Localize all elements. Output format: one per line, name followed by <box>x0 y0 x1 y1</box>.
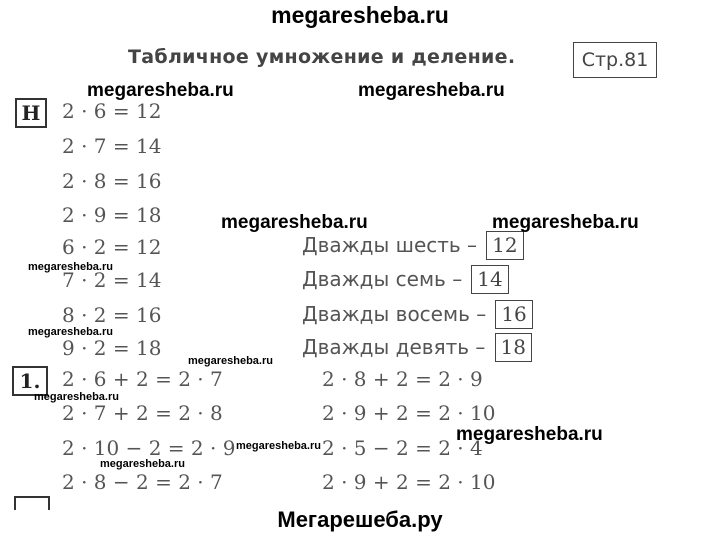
watermark: megaresheba.ru <box>28 261 113 273</box>
equation: 2 · 8 + 2 = 2 · 9 <box>322 367 483 391</box>
page-number-label: Стр.81 <box>581 49 649 71</box>
phrase-text: Дважды шесть – <box>302 233 478 257</box>
phrase-text: Дважды девять – <box>302 335 486 359</box>
answer-box: 14 <box>471 265 508 294</box>
phrase-row <box>302 300 533 329</box>
site-footer: Мегарешеба.ру <box>277 507 443 532</box>
equation: 2 · 9 = 18 <box>62 203 162 227</box>
equation: 2 · 6 + 2 = 2 · 7 <box>62 367 223 391</box>
phrase-text: Дважды семь – <box>302 267 463 291</box>
section-n-marker: Н <box>15 98 47 128</box>
equation: 2 · 7 + 2 = 2 · 8 <box>62 401 223 425</box>
phrase-row <box>302 333 532 362</box>
equation: 2 · 6 = 12 <box>62 99 162 123</box>
phrase-row <box>302 231 524 260</box>
equation: 2 · 5 − 2 = 2 · 4 <box>322 436 483 460</box>
watermark: megaresheba.ru <box>221 212 368 233</box>
watermark: megaresheba.ru <box>34 391 119 403</box>
equation: 8 · 2 = 16 <box>62 303 162 327</box>
phrase-text: Дважды восемь – <box>302 302 487 326</box>
page-number-box <box>573 42 657 78</box>
phrase-row <box>302 265 509 294</box>
answer-box: 16 <box>495 300 532 329</box>
equation: 9 · 2 = 18 <box>62 336 162 360</box>
equation: 7 · 2 = 14 <box>62 268 162 292</box>
equation: 2 · 9 + 2 = 2 · 10 <box>322 401 496 425</box>
equation: 2 · 7 = 14 <box>62 134 162 158</box>
watermark: megaresheba.ru <box>100 458 185 470</box>
page-title: Табличное умножение и деление. <box>128 46 516 68</box>
answer-box: 18 <box>495 333 532 362</box>
equation: 6 · 2 = 12 <box>62 235 162 259</box>
section-1-marker: 1. <box>12 366 48 396</box>
equation: 2 · 9 + 2 = 2 · 10 <box>322 470 496 494</box>
watermark: megaresheba.ru <box>492 212 639 233</box>
watermark: megaresheba.ru <box>358 80 505 101</box>
watermark: megaresheba.ru <box>28 326 113 338</box>
watermark: megaresheba.ru <box>87 80 234 101</box>
answer-box: 12 <box>486 231 523 260</box>
watermark: megaresheba.ru <box>236 440 321 452</box>
watermark: megaresheba.ru <box>188 355 273 367</box>
equation: 2 · 8 = 16 <box>62 169 162 193</box>
watermark: megaresheba.ru <box>456 424 603 445</box>
site-header: megaresheba.ru <box>271 2 449 28</box>
equation: 2 · 10 − 2 = 2 · 9 <box>62 436 236 460</box>
equation: 2 · 8 − 2 = 2 · 7 <box>62 470 223 494</box>
